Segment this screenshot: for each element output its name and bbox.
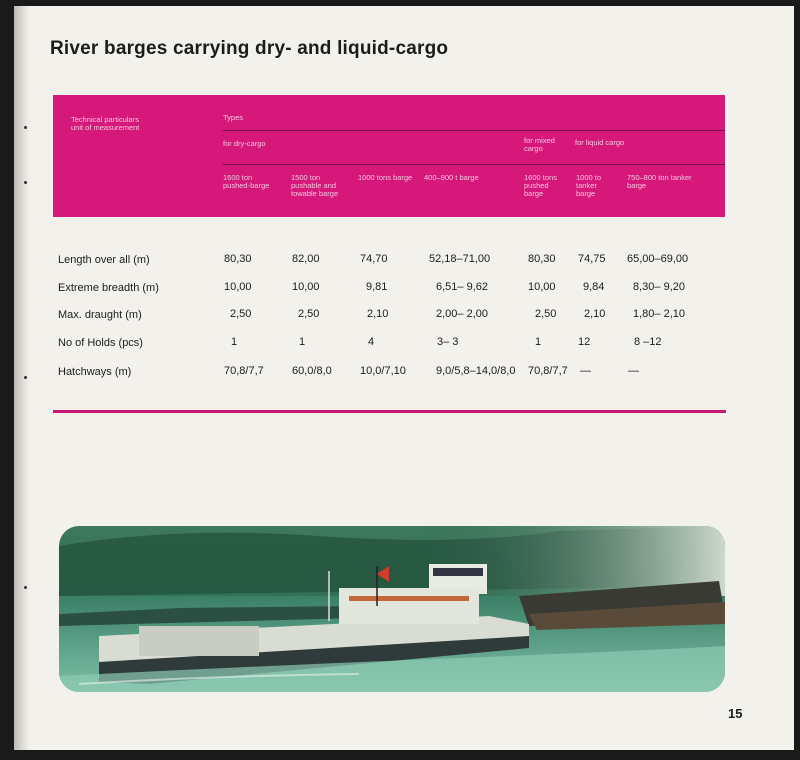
liquid-cargo-label: for liquid cargo: [575, 138, 625, 147]
table-cell: 2,10: [367, 308, 389, 320]
binding-mark: [24, 181, 27, 184]
column-header-line: 1600 ton: [223, 173, 253, 182]
table-cell: —: [580, 365, 591, 377]
table-cell: 1: [299, 336, 306, 348]
page-number: 15: [728, 706, 743, 721]
barge-illustration: [59, 526, 725, 692]
table-cell: 6,51– 9,62: [436, 281, 488, 293]
table-cell: 70,8/7,7: [224, 365, 264, 377]
table-cell: 10,0/7,10: [360, 365, 406, 377]
column-header-750-800-tanker: [627, 174, 692, 190]
mixed-cargo-label: [524, 137, 555, 153]
barge-painting: [59, 526, 725, 692]
table-cell: 2,00– 2,00: [436, 308, 488, 320]
table-cell: 1: [535, 336, 542, 348]
table-cell: 74,70: [360, 253, 388, 265]
table-cell: 12: [578, 336, 591, 348]
binding-mark: [24, 126, 27, 129]
types-label: Types: [223, 113, 244, 122]
table-cell: 80,30: [528, 253, 556, 265]
table-cell: 82,00: [292, 253, 320, 265]
column-header-line: 1000 to: [576, 173, 602, 182]
row-label-breadth: Extreme breadth (m): [58, 282, 159, 294]
column-header-line: barge: [576, 189, 596, 198]
table-cell: 70,8/7,7: [528, 365, 568, 377]
header-rule: [223, 130, 725, 131]
table-cell: 4: [368, 336, 375, 348]
table-cell: —: [628, 365, 639, 377]
table-cell: 80,30: [224, 253, 252, 265]
table-cell: 1: [231, 336, 238, 348]
table-cell: 8,30– 9,20: [633, 281, 685, 293]
row-label-draught: Max. draught (m): [58, 309, 142, 321]
table-cell: 65,00–69,00: [627, 253, 689, 265]
table-header: [53, 95, 725, 217]
column-header-line: towable barge: [291, 189, 339, 198]
table-cell: 2,50: [535, 308, 557, 320]
page-title: River barges carrying dry- and liquid-cargo: [50, 38, 449, 59]
row-label-hatchways: Hatchways (m): [58, 366, 132, 378]
column-header-line: barge: [627, 181, 647, 190]
header-rule: [223, 164, 725, 165]
column-header-line: pushed-barge: [223, 181, 270, 190]
row-label-length: Length over all (m): [58, 254, 150, 266]
table-cell: 1,80– 2,10: [633, 308, 685, 320]
column-header-1000-tanker: [576, 174, 601, 198]
table-cell: 10,00: [292, 281, 320, 293]
mixed-cargo-line: for mixed: [524, 136, 555, 145]
column-header-1600-mixed: [524, 174, 557, 198]
column-header-line: 1500 ton: [291, 173, 321, 182]
table-cell: 9,0/5,8–14,0/8,0: [436, 365, 516, 377]
column-header-line: barge: [524, 189, 544, 198]
column-header-1600-pushed: [223, 174, 269, 190]
column-header-line: pushable and: [291, 181, 337, 190]
table-bottom-rule: [53, 410, 726, 413]
column-header-line: 1600 tons: [524, 173, 557, 182]
column-header-line: 400–900 t barge: [424, 173, 479, 182]
table-cell: 10,00: [224, 281, 252, 293]
table-cell: 52,18–71,00: [429, 253, 491, 265]
table-cell: 74,75: [578, 253, 606, 265]
table-cell: 3– 3: [437, 336, 459, 348]
column-header-1000-barge: [358, 174, 412, 182]
table-cell: 2,50: [298, 308, 320, 320]
column-header-line: 1000 tons barge: [358, 173, 413, 182]
table-cell: 2,10: [584, 308, 606, 320]
table-cell: 8 –12: [634, 336, 662, 348]
particulars-label: [71, 116, 139, 132]
book-spine-shadow: [14, 6, 30, 750]
binding-mark: [24, 376, 27, 379]
table-cell: 60,0/8,0: [292, 365, 332, 377]
binding-mark: [24, 586, 27, 589]
table-cell: 9,84: [583, 281, 605, 293]
particulars-label-line: unit of measurement: [71, 123, 140, 132]
table-cell: 10,00: [528, 281, 556, 293]
column-header-line: tanker: [576, 181, 597, 190]
mixed-cargo-line: cargo: [524, 144, 543, 153]
dry-cargo-label: for dry-cargo: [223, 139, 266, 148]
table-cell: 9,81: [366, 281, 388, 293]
column-header-1500-pushable: [291, 174, 338, 198]
table-cell: 2,50: [230, 308, 252, 320]
column-header-line: pushed: [524, 181, 549, 190]
column-header-line: 750–800 ton tanker: [627, 173, 692, 182]
column-header-400-900-barge: [424, 174, 479, 182]
particulars-label-line: Technical particulars: [71, 115, 139, 124]
row-label-holds: No of Holds (pcs): [58, 337, 143, 349]
